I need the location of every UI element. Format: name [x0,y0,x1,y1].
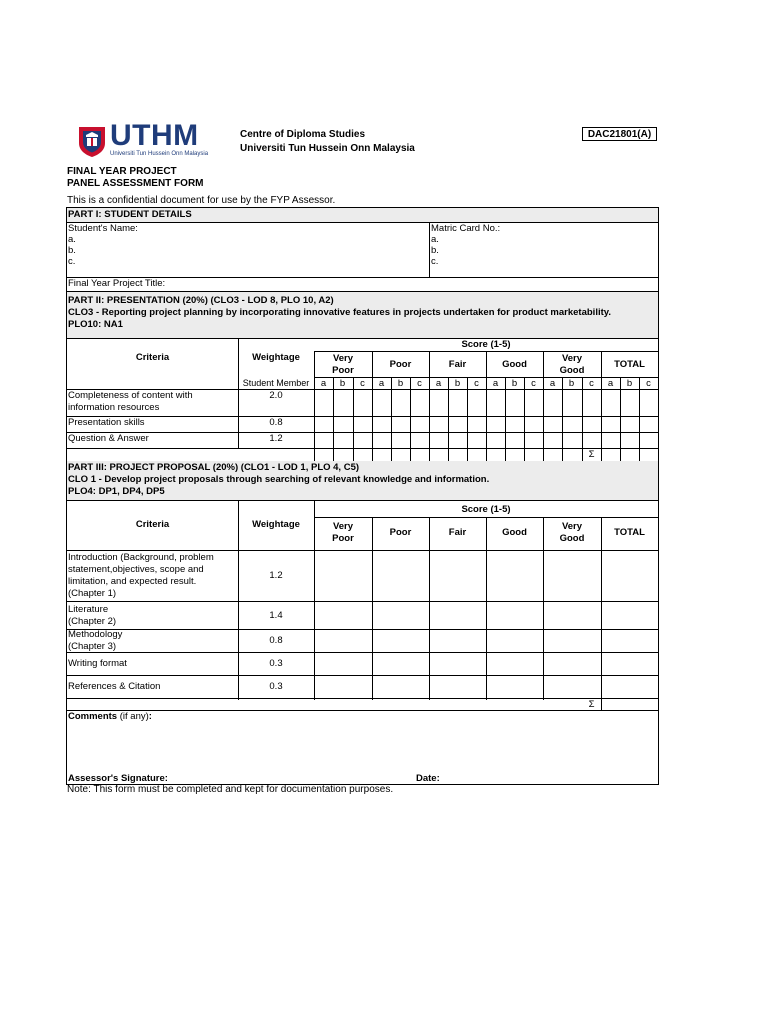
part2-criterion-name: Question & Answer [68,433,149,444]
member-column-label: c [531,378,536,389]
university-name: Universiti Tun Hussein Onn Malaysia [240,143,415,154]
part2-criterion-weight: 1.2 [269,433,283,444]
project-title-field[interactable]: Final Year Project Title: [68,278,166,289]
part2-weightage-header: Weightage [252,352,300,363]
part3-level-header: Very [561,521,583,532]
footer-note: Note: This form must be completed and kept for documentation purposes. [67,784,394,795]
matric-label: Matric Card No.: [431,223,501,234]
member-column-label: a [320,378,327,389]
divider [67,710,658,711]
part2-level-header: Good [502,359,527,370]
comments-label-text: Comments [68,711,118,722]
member-column-label: b [626,378,633,389]
divider [67,416,658,417]
member-column-label: b [511,378,518,389]
matric-a[interactable]: a. [431,234,439,245]
member-column-label: a [435,378,442,389]
part2-title: PART II: PRESENTATION (20%) (CLO3 - LOD 8, PLO 10, A2) [68,295,334,306]
institution-block [240,128,415,156]
part2-score-header: Score (1-5) [461,339,511,350]
part3-level-header: Good [559,533,585,544]
member-column-label: c [589,378,594,389]
part3-level-header: Very [332,521,354,532]
divider [67,601,658,602]
part2-criterion-name: information resources [68,402,160,413]
student-name-label: Student's Name: [68,223,138,234]
logo-subtitle: Universiti Tun Hussein Onn Malaysia [110,151,209,157]
divider [486,517,487,700]
member-column-label: c [360,378,365,389]
part3-total-header: TOTAL [614,527,645,538]
form-title-line-1: FINAL YEAR PROJECT [67,166,177,177]
student-name-b[interactable]: b. [68,245,76,256]
part2-level-header: Poor [332,365,354,376]
part3-criterion-name: limitation, and expected result. [68,576,197,587]
member-column-label: b [568,378,575,389]
part3-criterion-name: (Chapter 1) [68,588,117,599]
part2-plo: PLO10: NA1 [68,319,123,330]
comments-colon: : [148,711,152,722]
part3-criterion-name: References & Citation [68,681,161,692]
member-column-label: a [549,378,556,389]
student-member-label: Student Member [242,378,310,388]
logo-text: UTHM [110,119,199,152]
part2-criterion-weight: 0.8 [269,417,283,428]
divider [314,351,658,352]
divider [67,500,658,501]
matric-b[interactable]: b. [431,245,439,256]
part2-criteria-header: Criteria [135,352,170,363]
part3-criterion-weight: 1.2 [269,570,283,581]
assessor-signature-label[interactable]: Assessor's Signature: [68,773,168,784]
comments-label [68,711,152,723]
form-title [67,166,204,190]
member-column-label: b [397,378,404,389]
member-column-label: a [378,378,385,389]
part2-criterion-name: Presentation skills [68,417,145,428]
part3-level-header: Fair [448,527,467,538]
comments-suffix: (if any) [119,711,149,722]
part2-level-header: Fair [448,359,467,370]
part2-level-header: Very [561,353,583,364]
part3-criterion-weight: 0.8 [269,635,283,646]
part3-criterion-name: Introduction (Background, problem [68,552,214,563]
part3-score-header: Score (1-5) [461,504,511,515]
part2-total-header: TOTAL [614,359,645,370]
member-column-label: c [474,378,479,389]
part3-level-header: Poor [389,527,412,538]
divider [67,222,658,223]
form-title-line-2: PANEL ASSESSMENT FORM [67,178,204,189]
part3-weightage-header: Weightage [252,519,300,530]
part1-title: PART I: STUDENT DETAILS [68,209,192,220]
part3-criterion-name: (Chapter 3) [68,641,117,652]
matric-c[interactable]: c. [431,256,439,267]
part3-clo: CLO 1 - Develop project proposals through searching of relevant knowledge and information. [68,474,490,485]
part2-clo: CLO3 - Reporting project planning by incorporating innovative features in projects undertaken for product marketability. [68,307,611,318]
assessment-form [66,207,659,785]
document-code: DAC21801(A) [582,127,657,141]
part3-criterion-name: (Chapter 2) [68,616,117,627]
divider [67,448,658,449]
member-column-label: c [417,378,422,389]
part3-level-header: Poor [332,533,354,544]
part2-level-header: Poor [389,359,412,370]
part3-level-header: Good [502,527,527,538]
part3-criteria-header: Criteria [135,519,170,530]
divider [314,517,658,518]
member-column-label: c [646,378,651,389]
part2-criterion-weight: 2.0 [269,390,283,401]
part2-sum-symbol: Σ [588,449,595,460]
confidential-notice: This is a confidential document for use by the FYP Assessor. [67,195,336,206]
member-column-label: a [492,378,499,389]
member-column-label: b [339,378,346,389]
student-name-a[interactable]: a. [68,234,76,245]
part3-sum-symbol: Σ [588,699,595,710]
divider [372,517,373,700]
divider [67,652,658,653]
part2-level-header: Very [332,353,354,364]
divider [429,222,430,277]
part3-criterion-weight: 1.4 [269,610,283,621]
divider [67,675,658,676]
part2-level-header: Good [559,365,585,376]
divider [67,629,658,630]
divider [429,517,430,700]
comments-input-area[interactable] [67,723,658,771]
divider [601,517,602,700]
part3-plo: PLO4: DP1, DP4, DP5 [68,486,165,497]
part2-criterion-name: Completeness of content with [68,390,193,401]
divider [601,698,602,710]
uthm-logo-emblem-icon [76,124,108,158]
divider [238,500,239,700]
part3-criterion-weight: 0.3 [269,658,283,669]
part3-criterion-weight: 0.3 [269,681,283,692]
part3-criterion-name: Literature [68,604,109,615]
divider [67,698,658,699]
member-column-label: b [454,378,461,389]
divider [67,432,658,433]
member-column-label: a [607,378,614,389]
part3-criterion-name: Writing format [68,658,127,669]
date-label[interactable]: Date: [416,773,440,784]
part3-title: PART III: PROJECT PROPOSAL (20%) (CLO1 - LOD 1, PLO 4, C5) [68,462,360,473]
divider [67,550,658,551]
part3-criterion-name: statement,objectives, scope and [68,564,204,575]
student-name-c[interactable]: c. [68,256,76,267]
centre-name: Centre of Diploma Studies [240,129,366,140]
part3-criterion-name: Methodology [68,629,123,640]
